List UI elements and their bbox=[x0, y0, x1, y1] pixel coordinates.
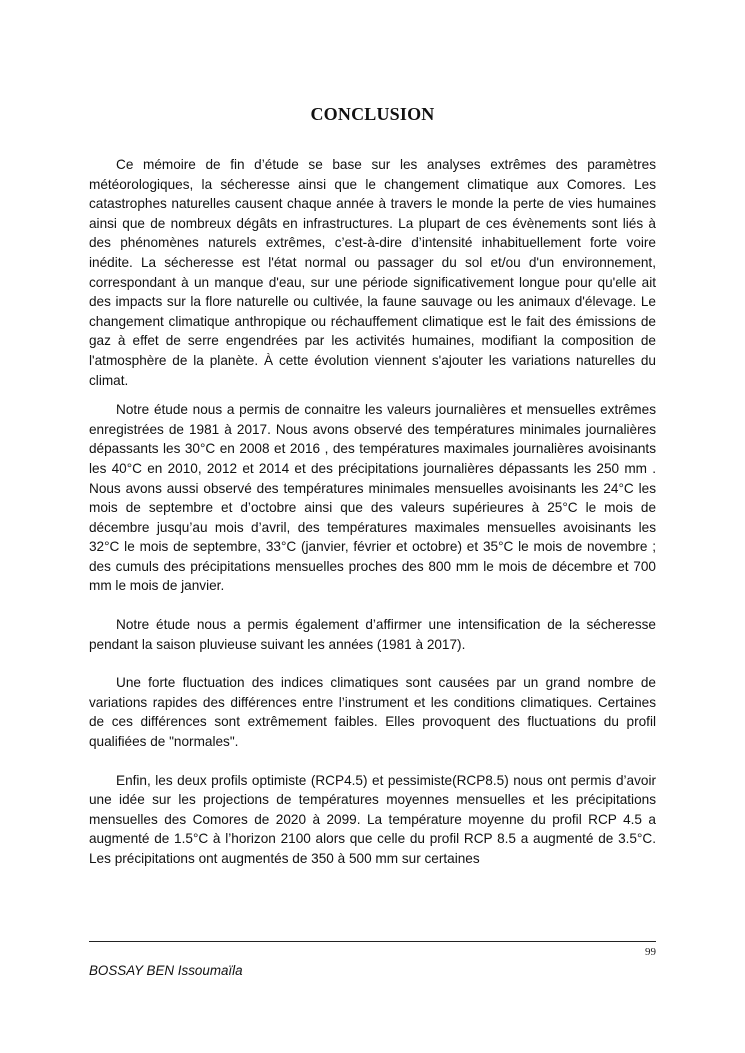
paragraph-intro: Ce mémoire de fin d’étude se base sur les analyses extrêmes des paramètres météorologiques, la sécheresse ainsi que le changement climatique aux Comores. Les catastrophes naturelles causent chaque année à travers le monde la perte de vies humaines ainsi que de nombreux dégâts en infrastructures. La plupart de ces évènements sont liés à des phénomènes naturels extrêmes, c’est-à-dire d’intensité inhabituellement forte voire inédite. La sécheresse est l'état normal ou passager du sol et/ou d'un environnement, correspondant à un manque d'eau, sur une période significativement longue pour qu'elle ait des impacts sur la flore naturelle ou cultivée, la faune sauvage ou les animaux d'élevage. Le changement climatique anthropique ou réchauffement climatique est le fait des émissions de gaz à effet de serre engendrées par les activités humaines, modifiant la composition de l'atmosphère de la planète. À cette évolution viennent s'ajouter les variations naturelles du climat. bbox=[89, 157, 656, 388]
footer-divider bbox=[89, 941, 656, 942]
page-title: CONCLUSION bbox=[310, 104, 435, 124]
footer-author: BOSSAY BEN Issoumaïla bbox=[89, 963, 243, 978]
page-number: 99 bbox=[645, 946, 656, 958]
paragraph-fluctuations: Une forte fluctuation des indices climatiques sont causées par un grand nombre de variations rapides des différences entre l’instrument et les conditions climatiques. Certaines de ces différences sont extrêmement faibles. Elles provoquent des fluctuations du profil qualifiées de "normales". bbox=[89, 675, 656, 750]
conclusion-body bbox=[89, 155, 656, 869]
paragraph-drought: Notre étude nous a permis également d’affirmer une intensification de la sécheresse pendant la saison pluvieuse suivant les années (1981 à 2017). bbox=[89, 617, 656, 652]
paragraph-projections: Enfin, les deux profils optimiste (RCP4.5) et pessimiste(RCP8.5) nous ont permis d’avoir une idée sur les projections de températures moyennes mensuelles et les précipitations mensuelles des Comores de 2020 à 2099. La température moyenne du profil RCP 4.5 a augmenté de 1.5°C à l’horizon 2100 alors que celle du profil RCP 8.5 a augmenté de 3.5°C. Les précipitations ont augmentés de 350 à 500 mm sur certaines bbox=[89, 772, 656, 866]
paragraph-extreme-values: Notre étude nous a permis de connaitre les valeurs journalières et mensuelles extrêmes enregistrées de 1981 à 2017. Nous avons observé des températures minimales journalières dépassants les 30°C en 2008 et 2016 , des températures maximales journalières avoisinants les 40°C en 2010, 2012 et 2014 et des précipitations journalières dépassants les 250 mm . Nous avons aussi observé des températures minimales mensuelles avoisinants les 24°C les mois de septembre et d’octobre ainsi que des valeurs supérieures à 25°C le mois de décembre jusqu’au mois d’avril, des températures maximales mensuelles avoisinants les 32°C le mois de septembre, 33°C (janvier, février et octobre) et 35°C le mois de novembre ; des cumuls des précipitations mensuelles proches des 800 mm le mois de décembre et 700 mm le mois de janvier. bbox=[89, 402, 656, 594]
